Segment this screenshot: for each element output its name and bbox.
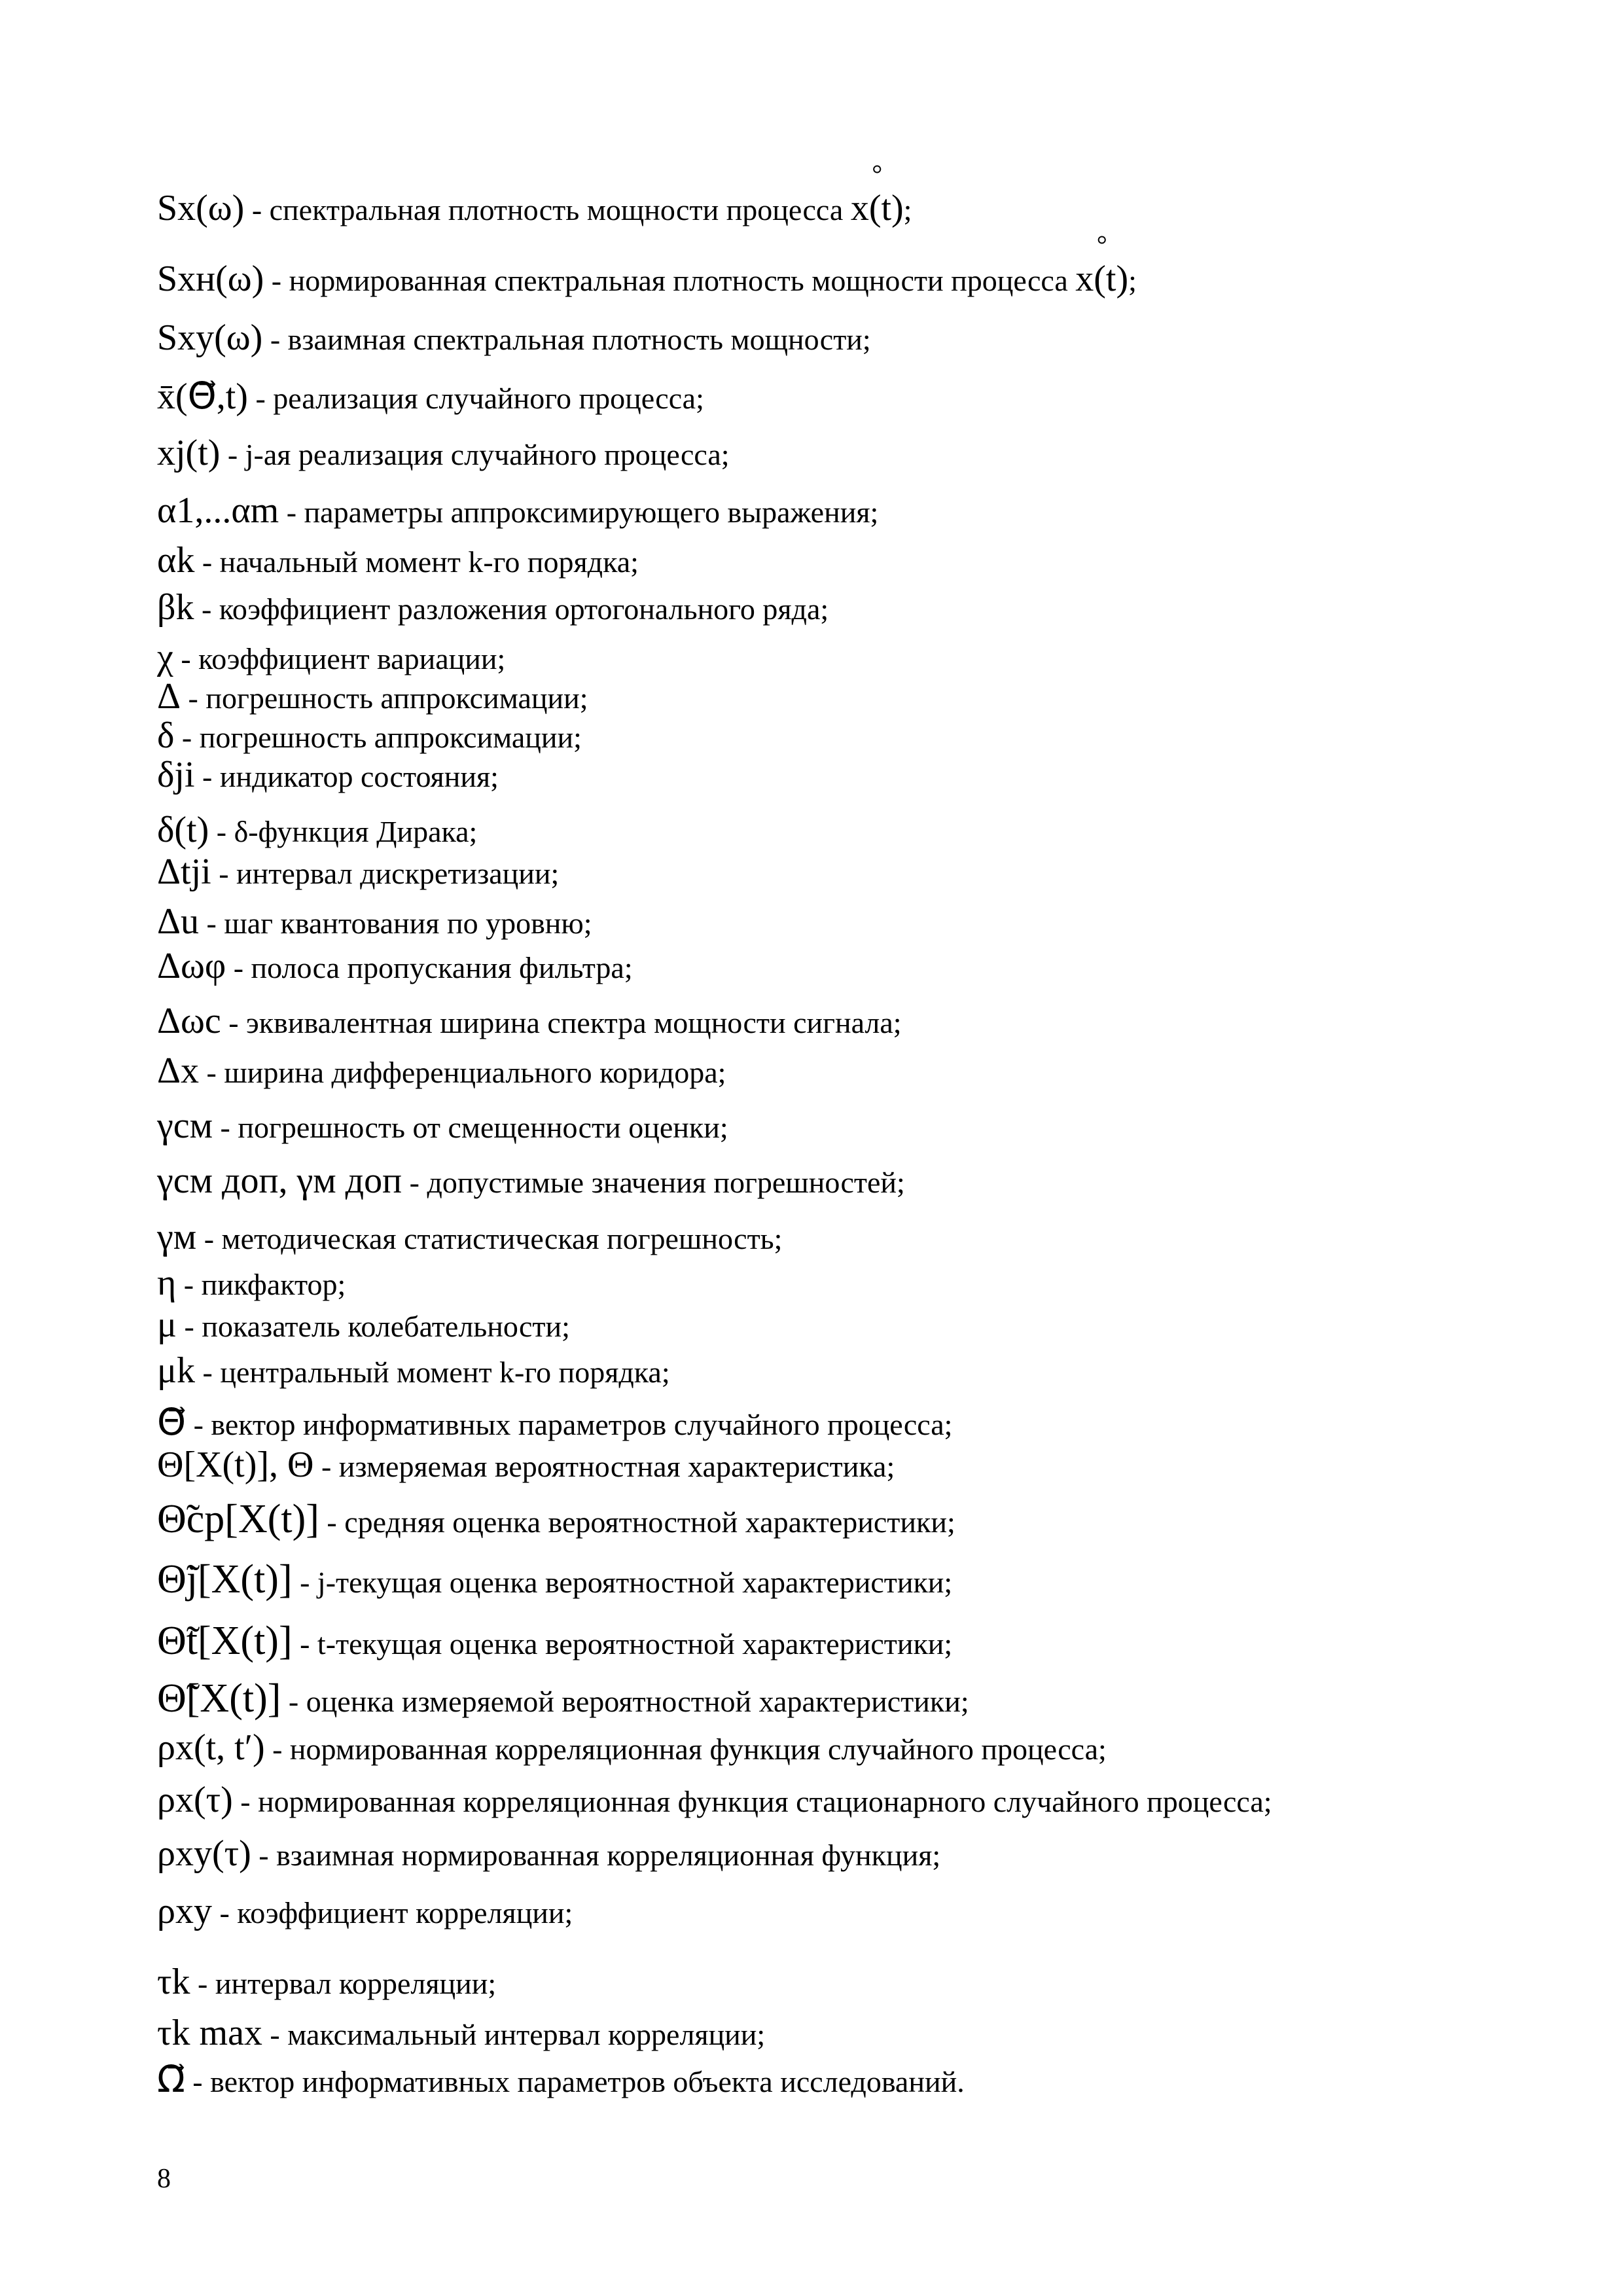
symbol: Ω⃗ bbox=[157, 2060, 185, 2100]
symbol: Θ̃[X(t)] bbox=[157, 1676, 281, 1721]
description: - ширина дифференциального коридора; bbox=[206, 1056, 726, 1089]
symbol: βk bbox=[157, 587, 194, 628]
symbol: τk max bbox=[157, 2013, 262, 2053]
symbol: η bbox=[157, 1263, 177, 1303]
entry-stationary-correlation bbox=[157, 1782, 1272, 1818]
entry-filter-bandwidth bbox=[157, 948, 633, 984]
description: - взаимная нормированная корреляционная функция; bbox=[259, 1839, 941, 1872]
description: - полоса пропускания фильтра; bbox=[233, 951, 633, 984]
symbol: γсм bbox=[157, 1105, 213, 1146]
entry-approx-error-delta bbox=[157, 678, 588, 715]
entry-j-current-estimate bbox=[157, 1559, 952, 1600]
symbol: Sx(ω) bbox=[157, 188, 245, 228]
symbol: γсм доп, γм доп bbox=[157, 1160, 402, 1201]
entry-correlation-interval bbox=[157, 1964, 496, 2000]
symbol: α1,...αm bbox=[157, 490, 279, 531]
entry-spectral-density bbox=[157, 190, 912, 226]
symbol: Θ̃ср[X(t)] bbox=[157, 1497, 319, 1541]
symbol: τk bbox=[157, 1962, 190, 2002]
entry-max-correlation-interval bbox=[157, 2015, 765, 2051]
entry-normalized-correlation bbox=[157, 1729, 1107, 1766]
description: - пикфактор; bbox=[183, 1268, 346, 1301]
symbol: Θ̃j[X(t)] bbox=[157, 1557, 293, 1602]
entry-object-parameter-vector bbox=[157, 2062, 965, 2098]
symbol: ρxy(τ) bbox=[157, 1833, 251, 1874]
description: - погрешность аппроксимации; bbox=[188, 681, 588, 715]
symbol: χ bbox=[157, 637, 173, 677]
description: - нормированная корреляционная функция случайного процесса; bbox=[272, 1732, 1107, 1766]
entry-average-estimate bbox=[157, 1499, 955, 1539]
description: - начальный момент k-го порядка; bbox=[202, 545, 639, 579]
entry-measured-characteristic bbox=[157, 1446, 895, 1483]
symbol: Δx bbox=[157, 1050, 200, 1091]
symbol: αk bbox=[157, 540, 195, 581]
page-number: 8 bbox=[157, 2164, 171, 2194]
description: - центральный момент k-го порядка; bbox=[202, 1355, 670, 1389]
entry-differential-corridor bbox=[157, 1052, 726, 1089]
symbol: Θ[X(t)], Θ bbox=[157, 1444, 314, 1485]
symbol: μk bbox=[157, 1350, 196, 1391]
symbol: ρx(τ) bbox=[157, 1780, 233, 1820]
entry-equivalent-spectrum-width bbox=[157, 1003, 902, 1039]
symbol: δ bbox=[157, 715, 175, 756]
description: - параметры аппроксимирующего выражения; bbox=[286, 495, 879, 529]
description: - коэффициент вариации; bbox=[181, 642, 506, 675]
symbol: δji bbox=[157, 755, 195, 795]
entry-process-realization bbox=[157, 378, 704, 415]
tail-symbol: ° x(t) bbox=[1075, 260, 1128, 297]
symbol: δ(t) bbox=[157, 810, 209, 850]
entry-cross-spectral-density bbox=[157, 319, 871, 356]
entry-t-current-estimate bbox=[157, 1621, 952, 1661]
symbol: x̄(Θ⃗,t) bbox=[157, 376, 248, 417]
description: - взаимная спектральная плотность мощности; bbox=[270, 323, 871, 356]
symbol: xj(t) bbox=[157, 433, 221, 473]
description: - показатель колебательности; bbox=[184, 1310, 570, 1343]
symbol: γм bbox=[157, 1217, 197, 1257]
description: - допустимые значения погрешностей; bbox=[409, 1166, 905, 1199]
entry-oscillation-index bbox=[157, 1306, 570, 1343]
symbol: Δtji bbox=[157, 852, 211, 892]
entry-correlation-coefficient bbox=[157, 1893, 573, 1929]
description: - погрешность от смещенности оценки; bbox=[220, 1111, 728, 1144]
entry-cross-correlation bbox=[157, 1835, 940, 1872]
symbol: Δωφ bbox=[157, 946, 226, 986]
entry-state-indicator bbox=[157, 757, 499, 793]
description: - δ-функция Дирака; bbox=[216, 815, 478, 848]
entry-j-realization bbox=[157, 435, 730, 471]
description: - j-текущая оценка вероятностной характеристики; bbox=[300, 1566, 953, 1599]
description: - шаг квантования по уровню; bbox=[206, 906, 592, 940]
entry-process-parameter-vector bbox=[157, 1405, 952, 1441]
description: - измеряемая вероятностная характеристика; bbox=[321, 1450, 895, 1483]
entry-quantization-step bbox=[157, 903, 592, 940]
symbol: Sxy(ω) bbox=[157, 317, 263, 358]
description: - интервал корреляции; bbox=[198, 1967, 497, 2000]
entry-approx-parameters bbox=[157, 492, 878, 529]
symbol: Δωc bbox=[157, 1001, 221, 1041]
description: - нормированная спектральная плотность мощности процесса bbox=[271, 264, 1068, 297]
symbol: Δ bbox=[157, 676, 181, 717]
description: - погрешность аппроксимации; bbox=[181, 721, 582, 754]
entry-bias-error bbox=[157, 1107, 728, 1144]
description: - реализация случайного процесса; bbox=[255, 382, 704, 415]
entry-allowed-errors bbox=[157, 1162, 905, 1199]
description: - j-ая реализация случайного процесса; bbox=[227, 438, 730, 471]
symbol: Δu bbox=[157, 901, 200, 942]
entry-dirac-function bbox=[157, 812, 477, 848]
entry-approx-error-small-delta bbox=[157, 717, 582, 754]
entry-methodical-error bbox=[157, 1219, 782, 1255]
description: - вектор информативных параметров объекта исследований. bbox=[192, 2065, 965, 2098]
entry-initial-moment bbox=[157, 542, 639, 579]
tail-symbol: ° x(t) bbox=[851, 190, 904, 226]
entry-peak-factor bbox=[157, 1265, 346, 1301]
description: - интервал дискретизации; bbox=[219, 857, 560, 890]
description: - максимальный интервал корреляции; bbox=[270, 2018, 766, 2051]
symbol: Sxн(ω) bbox=[157, 259, 264, 299]
description: - вектор информативных параметров случайного процесса; bbox=[193, 1408, 953, 1441]
tail-punct: ; bbox=[1128, 264, 1137, 297]
symbol: Θ̃t[X(t)] bbox=[157, 1619, 293, 1663]
symbol: ρx(t, t′) bbox=[157, 1727, 265, 1768]
description: - оценка измеряемой вероятностной характеристики; bbox=[288, 1685, 969, 1718]
entry-orthogonal-coefficient bbox=[157, 589, 829, 626]
symbol: μ bbox=[157, 1304, 177, 1345]
description: - средняя оценка вероятностной характеристики; bbox=[327, 1505, 955, 1539]
description: - эквивалентная ширина спектра мощности сигнала; bbox=[228, 1006, 902, 1039]
description: - индикатор состояния; bbox=[202, 760, 499, 793]
entry-characteristic-estimate bbox=[157, 1678, 969, 1719]
tail-punct: ; bbox=[903, 193, 912, 226]
description: - t-текущая оценка вероятностной характеристики; bbox=[300, 1627, 953, 1660]
description: - спектральная плотность мощности процесса bbox=[251, 193, 844, 226]
description: - коэффициент разложения ортогонального ряда; bbox=[202, 592, 829, 626]
entry-sampling-interval bbox=[157, 853, 559, 890]
description: - методическая статистическая погрешность; bbox=[204, 1222, 783, 1255]
entry-variation-coefficient bbox=[157, 639, 505, 675]
description: - нормированная корреляционная функция стационарного случайного процесса; bbox=[240, 1785, 1272, 1818]
description: - коэффициент корреляции; bbox=[219, 1896, 573, 1929]
entry-normalized-spectral-density bbox=[157, 260, 1137, 297]
entry-central-moment bbox=[157, 1352, 670, 1389]
symbol: Θ⃗ bbox=[157, 1403, 187, 1443]
symbol: ρxy bbox=[157, 1891, 212, 1931]
